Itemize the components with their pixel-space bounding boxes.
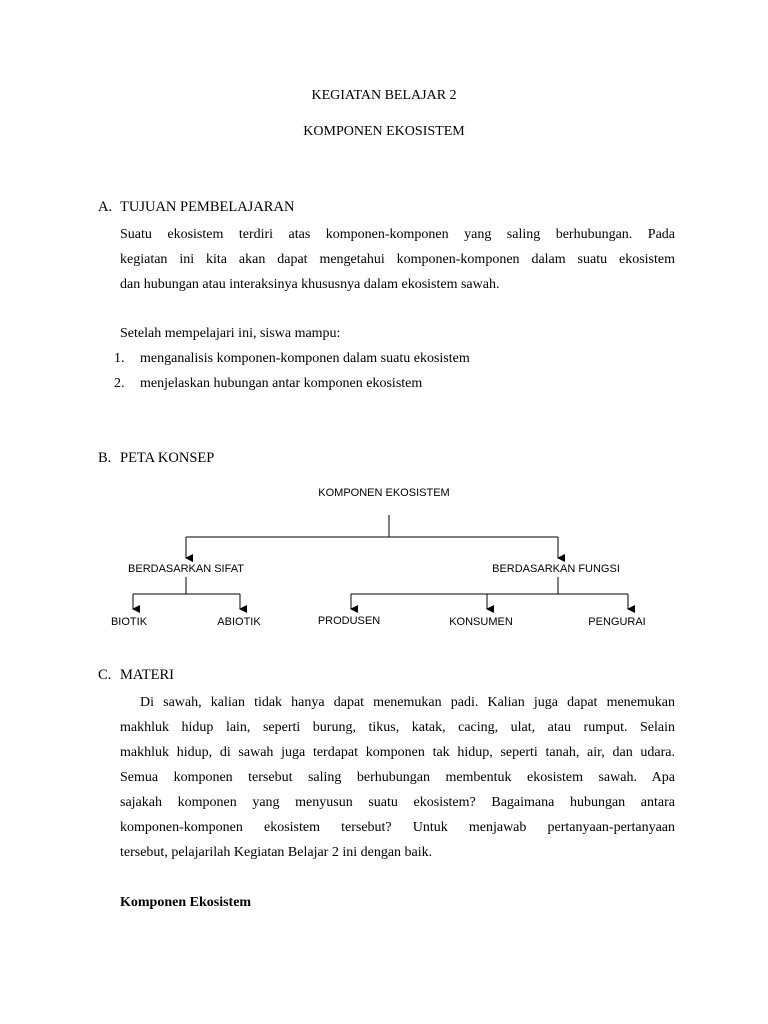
concept-pengurai: PENGURAI: [588, 616, 646, 628]
objectives-intro: Setelah mempelajari ini, siswa mampu:: [120, 326, 341, 341]
concept-right-branch: BERDASARKAN FUNGSI: [492, 563, 620, 575]
section-b-letter: B.: [98, 450, 112, 466]
section-c-subheading: Komponen Ekosistem: [120, 895, 252, 910]
body-line: tersebut, pelajarilah Kegiatan Belajar 2 ini dengan baik.: [120, 845, 433, 860]
concept-abiotik: ABIOTIK: [217, 616, 261, 628]
section-b-heading: [98, 450, 214, 467]
list-item: 1. menganalisis komponen-komponen dalam suatu ekosistem: [114, 351, 470, 366]
concept-produsen: PRODUSEN: [317, 615, 381, 627]
body-line: makhluk hidup lain, seperti burung, tikus, katak, cacing, ulat, atau rumput. Selain: [120, 720, 675, 735]
section-c-title: MATERI: [120, 667, 174, 683]
list-item: 2. menjelaskan hubungan antar komponen ekosistem: [114, 376, 423, 391]
section-c-body: [120, 690, 675, 865]
intro-line: dan hubungan atau interaksinya khususnya dalam ekosistem sawah.: [120, 277, 500, 292]
section-a-intro: [120, 222, 675, 297]
concept-biotik: BIOTIK: [110, 616, 148, 628]
concept-left-branch: BERDASARKAN SIFAT: [128, 563, 244, 575]
body-line: makhluk hidup, di sawah juga terdapat komponen tak hidup, seperti tanah, air, dan udara.: [120, 745, 675, 760]
body-line: sajakah komponen yang menyusun suatu ekosistem? Bagaimana hubungan antara: [120, 795, 675, 810]
page-title: KEGIATAN BELAJAR 2: [311, 88, 457, 103]
section-a-letter: A.: [98, 199, 113, 215]
body-line: komponen-komponen ekosistem tersebut? Untuk menjawab pertanyaan-pertanyaan: [120, 820, 675, 835]
body-line: Semua komponen tersebut saling berhubungan membentuk ekosistem sawah. Apa: [120, 770, 675, 785]
concept-map: [0, 475, 768, 645]
intro-line: kegiatan ini kita akan dapat mengetahui komponen-komponen dalam suatu ekosistem: [120, 252, 675, 267]
section-b-title: PETA KONSEP: [120, 450, 215, 466]
intro-line: Suatu ekosistem terdiri atas komponen-komponen yang saling berhubungan. Pada: [120, 227, 675, 242]
concept-root: KOMPONEN EKOSISTEM: [318, 487, 450, 499]
page-subtitle: KOMPONEN EKOSISTEM: [303, 124, 465, 139]
section-a-heading: [98, 199, 294, 216]
section-c-heading: [98, 667, 174, 684]
concept-konsumen: KONSUMEN: [449, 616, 513, 628]
objectives-list: [114, 346, 470, 396]
body-line: Di sawah, kalian tidak hanya dapat menemukan padi. Kalian juga dapat menemukan: [140, 695, 675, 710]
section-c-letter: C.: [98, 667, 112, 683]
section-a-title: TUJUAN PEMBELAJARAN: [120, 199, 295, 215]
